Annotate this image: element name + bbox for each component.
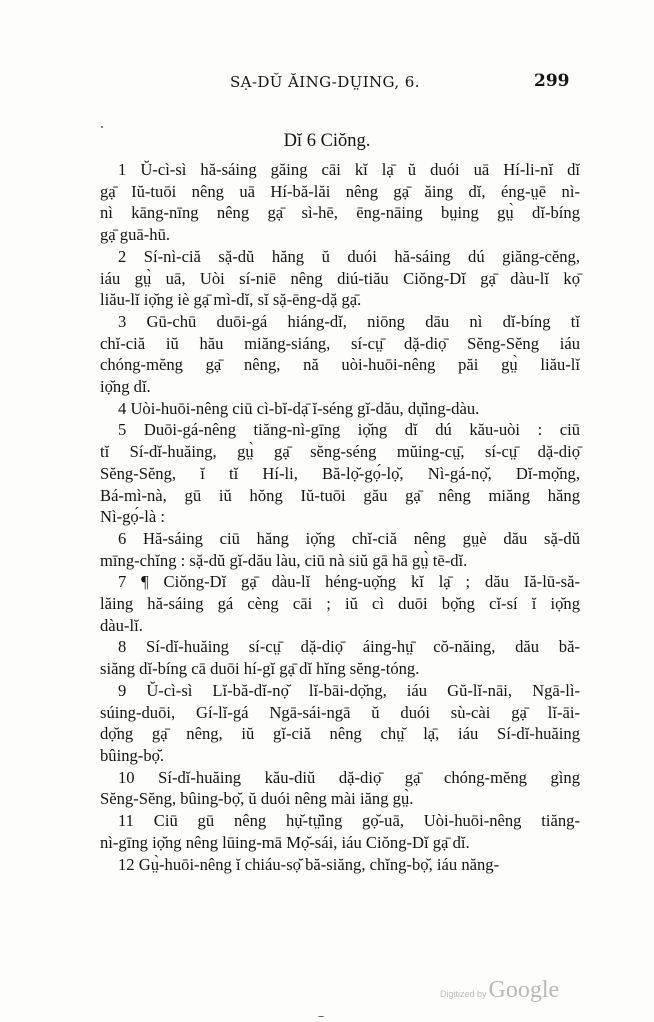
verse-line: 6 Hă-sáing ciū hăng iọ̆ng chĭ-ciă nêng gṳè dău sặ-dŭ <box>118 528 580 548</box>
verse-7 <box>100 571 580 636</box>
verse-line: chĭ-ciă iŭ hău miăng-siáng, sí-cṳ̄ dặ-diọ̄ Sĕng-Sĕng iáu <box>100 333 580 353</box>
verse-12 <box>100 854 580 876</box>
verse-line: gạ̄ Iŭ-tuōi nêng uā Hí-bă-lăi nêng gạ̄ ăing dĭ, éng-ṳē nì- <box>100 181 580 201</box>
verse-4 <box>100 398 580 420</box>
verse-line: 10 Sí-dĭ-huăing kău-diŭ dặ-diọ̄ gạ̄ chóng-mĕng gìng <box>118 767 580 787</box>
verse-line: nì-gīng iọ̆ng nêng lūing-mā Mọ̆-sái, iáu Ciŏng-Dĭ gạ̄ dĭ. <box>100 832 470 852</box>
verse-1 <box>100 159 580 246</box>
verse-line: 8 Sí-dĭ-huăing sí-cṳ̄ dặ-diọ̄ áing-hṳ̄ cŏ-năing, dău bă- <box>118 637 580 657</box>
verse-2 <box>100 246 580 311</box>
verse-line: 4 Uòi-huōi-nêng ciū cì-bĭ-dạ̄ ĭ-séng gĭ-dău, dụ̆ing-dàu. <box>118 398 480 418</box>
verse-line: Bá-mì-nà, gū iŭ hŏng Iŭ-tuōi gău gạ̄ nêng miăng hăng <box>100 485 580 505</box>
verse-line: 2 Sí-nì-ciă sặ-dŭ hăng ŭ duói hă-sáing dú giăng-cĕng, <box>118 246 580 266</box>
verse-line: chóng-mĕng gạ̄ nêng, nă uòi-huōi-nêng păi gṳ̀ liău-lĭ <box>100 355 580 375</box>
watermark-prefix: Digitized by <box>440 989 487 999</box>
page-number: 299 <box>534 71 570 91</box>
verse-line: 5 Duōi-gá-nêng tiăng-nì-gīng iọ̆ng dĭ dú kău-uòi : ciū <box>118 420 580 440</box>
digitized-watermark <box>440 977 559 1004</box>
verse-10 <box>100 767 580 810</box>
verse-line: bûing-bọ̆. <box>100 745 165 765</box>
verse-line: 3 Gū-chū duōi-gá hiáng-dĭ, niōng dāu nì dĭ-bíng tĭ <box>118 311 580 331</box>
verse-9 <box>100 680 580 767</box>
verse-line: 7 ¶ Ciŏng-Dĭ gạ̄ dàu-lĭ héng-uọ̆ng kĭ lạ̄ ; dău Iă-lū-să- <box>118 572 580 592</box>
verse-line: 1 Ŭ-cì-sì hă-sáing găing cāi kĭ lạ̄ ŭ duói uā Hí-li-nĭ dĭ <box>118 160 580 179</box>
verse-8 <box>100 636 580 679</box>
verse-line: 12 Gṳ̀-huōi-nêng ĭ chiáu-sọ̆ bă-siăng, chĭng-bọ̆, iáu năng- <box>118 854 500 874</box>
verse-line: nì kāng-nīng nêng gạ̄ sì-hē, ēng-nāing bṳing gṳ̀ dĭ-bíng <box>100 203 580 223</box>
verse-line: iọ̆ng dĭ. <box>100 377 151 397</box>
verse-line: dọ̆ng gạ̄ nêng, iŭ gĭ-ciă nêng chṳ̆ lạ̄, iáu Sí-dĭ-huăing <box>100 724 580 744</box>
verse-3 <box>100 311 580 398</box>
verse-line: lăing hă-sáing gá cèng cāi ; iŭ cì duōi bọ̆ng cĭ-sí ĭ iọ̆ng <box>100 594 580 614</box>
google-logo: Google <box>488 977 560 1003</box>
verse-line: mīng-chĭng : sặ-dŭ gĭ-dău làu, ciū nà siŭ gā hā gṳ̀ tē-dĭ. <box>100 550 468 570</box>
verse-line: Sĕng-Sĕng, bûing-bọ̆, ŭ duói nêng mài iăng gṳ̀. <box>100 789 414 809</box>
print-speck <box>101 126 103 128</box>
verse-line: 9 Ŭ-cì-sì Lĭ-bă-dĭ-nọ̆ lĭ-bāi-dọ̆ng, iáu Gŭ-lĭ-nāi, Ngā-lì- <box>118 680 580 700</box>
verse-line: gạ̄ guā-hū. <box>100 225 171 245</box>
verse-line: iáu gṳ̀ uā, Uòi sí-niē nêng diú-tiău Ciŏng-Dĭ gạ̄ dàu-lĭ kọ̄ <box>100 268 580 288</box>
verse-5 <box>100 419 580 528</box>
verse-line: liău-lĭ iọ̆ng iè gạ̄ mì-dĭ, sĭ sặ-ēng-dặ gạ̄. <box>100 290 362 310</box>
verse-line: súing-duōi, Gí-lĭ-gá Ngā-sái-ngā ŭ duói sù-cài gạ̄ lĭ-āi- <box>100 702 580 722</box>
running-head: SẠ-DŬ ĂING-DṲING, 6. <box>230 73 420 91</box>
chapter-title: Dĭ 6 Ciŏng. <box>283 131 371 151</box>
verse-line: siăng dĭ-bíng cā duōi hí-gĭ gạ̄ dĭ hĭng sĕng-tóng. <box>100 659 420 679</box>
print-speck <box>318 1016 324 1017</box>
verse-line: Sĕng-Sĕng, ĭ tĭ Hí-li, Bă-lọ̆-gọ́-lọ̆, Nì-gá-nọ̆, Dĭ-mọ̆ng, <box>100 463 580 483</box>
verse-line: tĭ Sí-dĭ-huăing, gṳ̀ gạ̄ sĕng-séng mŭing-cṳ̄, sí-cṳ̄ dặ-diọ̄ <box>100 442 580 462</box>
verse-11 <box>100 810 580 853</box>
verse-line: dàu-lĭ. <box>100 615 143 635</box>
verse-line: 11 Ciū gū nêng hụ̆-tṳ̆ing gọ̆-uā, Uòi-huōi-nêng tiăng- <box>118 811 580 831</box>
chapter-body <box>100 159 580 875</box>
verse-line: Nì-gọ́-là : <box>100 507 165 527</box>
verse-6 <box>100 528 580 571</box>
